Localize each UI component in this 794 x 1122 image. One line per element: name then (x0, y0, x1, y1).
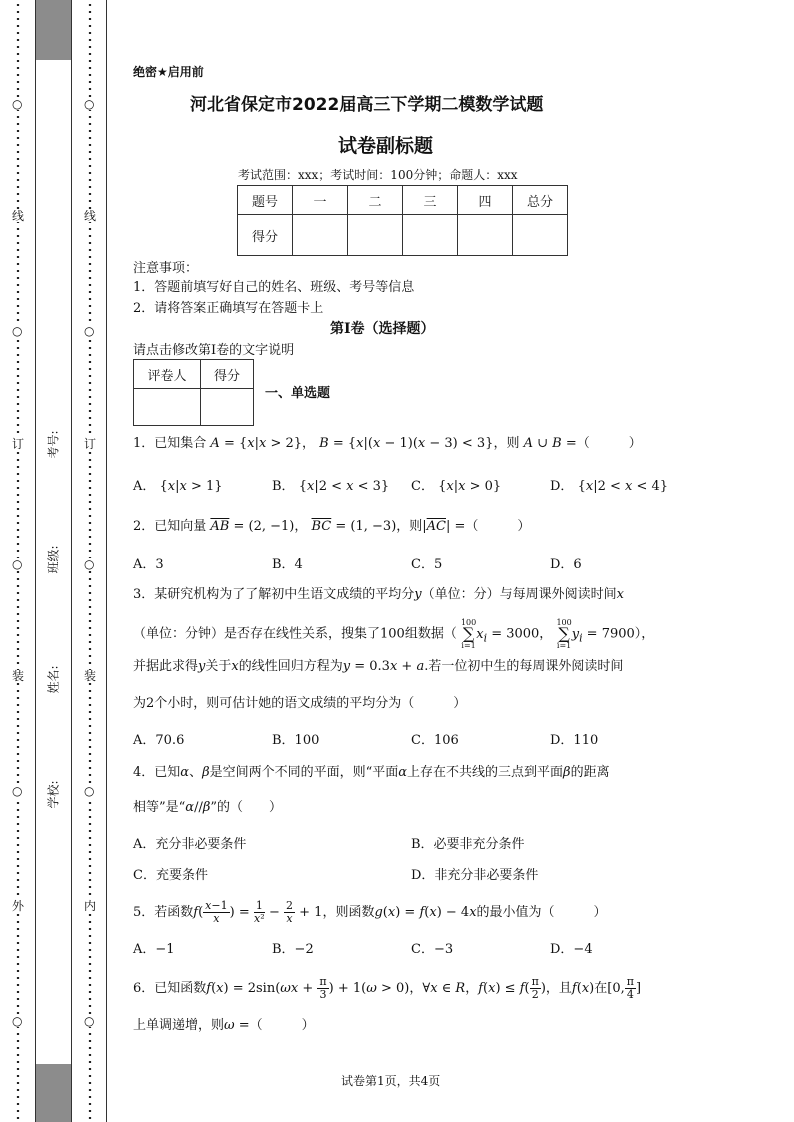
question-3-line-1: 3．某研究机构为了了解初中生语文成绩的平均分y（单位：分）与每周课外阅读时间x (133, 587, 624, 602)
question-2: 2．已知向量 $\overline{AB} = (2$, −1)， $\overline{BC} = (1$, −3)，则$|\overline{AC}|$ =（ ） (133, 519, 531, 534)
binding-gutter (0, 0, 108, 1122)
gutter-circle: ○ (84, 1014, 95, 1028)
q4-option-d[interactable]: D．非充分非必要条件 (411, 868, 539, 883)
page-footer: 试卷第1页，共4页 (341, 1074, 441, 1088)
question-3-line-4: 为2个小时，则可估计她的语文成绩的平均分为（ ） (133, 696, 467, 711)
score-header: 四 (458, 186, 513, 215)
gutter-circle: ○ (12, 557, 23, 571)
grader-cell[interactable] (134, 389, 201, 426)
gutter-line (35, 0, 36, 1122)
q5-option-a[interactable]: A．−1 (133, 942, 175, 957)
gutter-label-line: 线 (12, 209, 25, 223)
field-school: 学校: (46, 780, 61, 809)
volume-desc: 请点击修改第I卷的文字说明 (133, 343, 295, 358)
gutter-line (71, 0, 72, 1122)
score-header: 一 (293, 186, 348, 215)
gutter-circle: ○ (12, 784, 23, 798)
question-3-line-2: （单位：分钟）是否存在线性关系，搜集了100组数据（ 100 ∑ i=1 $x_i = 3000$， 100 ∑ i=1 $y_i = 7900$）， (133, 618, 655, 650)
q1-option-c[interactable]: C． {x|x > 0} (411, 479, 502, 494)
question-6-line-1: 6．已知函数f(x) = 2sin(ωx + $\frac{\pi}{3}$ ) + 1(ω > 0)，∀x ∈ R，f(x) ≤ f( $\frac{\pi}{2}$ )，且f(x)在[0, $\frac{\pi}{4}$ ] (133, 975, 642, 1001)
gutter-label-line: 线 (84, 209, 97, 223)
score-cell[interactable] (293, 215, 348, 256)
gutter-circle: ○ (84, 324, 95, 338)
gutter-label-nei: 内 (84, 899, 97, 913)
score-cell[interactable] (458, 215, 513, 256)
page-title: 河北省保定市2022届高三下学期二模数学试题 (190, 95, 544, 115)
gutter-label-wai: 外 (12, 899, 25, 913)
question-6-line-2: 上单调递增，则ω =（ ） (133, 1018, 315, 1033)
q3-option-a[interactable]: A．70.6 (133, 733, 185, 748)
q3-option-c[interactable]: C．106 (411, 733, 459, 748)
q4-option-a[interactable]: A．充分非必要条件 (133, 837, 247, 852)
question-3-line-3: 并据此求得y关于x的线性回归方程为y = 0.3x + a.若一位初中生的每周课外阅读时间 (133, 659, 624, 674)
q2-option-d[interactable]: D．6 (550, 557, 582, 572)
field-class: 班级: (46, 545, 61, 574)
page-subtitle: 试卷副标题 (338, 135, 434, 157)
q2-option-b[interactable]: B．4 (272, 557, 303, 572)
q4-option-c[interactable]: C．充要条件 (133, 868, 208, 883)
q5-option-b[interactable]: B．−2 (272, 942, 314, 957)
score-header: 总分 (513, 186, 568, 215)
gutter-label-ding: 订 (84, 437, 97, 451)
score-header: 二 (348, 186, 403, 215)
score-header: 题号 (238, 186, 293, 215)
q1-option-d[interactable]: D． {x|2 < x < 4} (550, 479, 669, 494)
q1-option-b[interactable]: B． {x|2 < x < 3} (272, 479, 390, 494)
gutter-circle: ○ (12, 324, 23, 338)
q5-option-c[interactable]: C．−3 (411, 942, 454, 957)
grader-header: 评卷人 (134, 360, 201, 389)
score-cell[interactable] (513, 215, 568, 256)
notes-heading: 注意事项： (133, 261, 199, 276)
grader-header: 得分 (201, 360, 254, 389)
field-name: 姓名: (46, 665, 61, 694)
gutter-circle: ○ (12, 97, 23, 111)
question-5: 5．若函数f( $\frac{x-1}{x}$ ) = $\frac{1}{\text{x²}}$ − $\frac{2}{x}$ + 1，则函数g(x) = f(x) − 4x的最小值为（ ） (133, 899, 607, 925)
q1-option-a[interactable]: A． {x|x > 1} (133, 479, 223, 494)
question-1: 1．已知集合 A = {x|x > 2}， B = {x|(x − 1)(x − 3) < 3}，则 A ∪ B =（ ） (133, 436, 642, 451)
q3-option-d[interactable]: D．110 (550, 733, 599, 748)
secret-label: 绝密★启用前 (133, 65, 204, 79)
grader-cell[interactable] (201, 389, 254, 426)
gutter-shade-top (36, 0, 71, 60)
question-4-line-2: 相等”是“α//β”的（ ） (133, 800, 283, 815)
score-header: 三 (403, 186, 458, 215)
notes-item: 1．答题前填写好自己的姓名、班级、考号等信息 (133, 280, 415, 295)
question-4-line-1: 4．已知α、β是空间两个不同的平面，则“平面α上存在不共线的三点到平面β的距离 (133, 765, 610, 780)
field-exam-number: 考号: (46, 430, 61, 459)
q2-option-c[interactable]: C．5 (411, 557, 443, 572)
exam-info: 考试范围：xxx；考试时间：100分钟；命题人：xxx (238, 168, 518, 182)
gutter-circle: ○ (12, 1014, 23, 1028)
q4-option-b[interactable]: B．必要非充分条件 (411, 837, 525, 852)
volume-title: 第I卷（选择题） (330, 321, 435, 337)
score-row-label: 得分 (238, 215, 293, 256)
q2-option-a[interactable]: A．3 (133, 557, 164, 572)
gutter-circle: ○ (84, 97, 95, 111)
gutter-label-ding: 订 (12, 437, 25, 451)
score-cell[interactable] (348, 215, 403, 256)
grader-table (133, 359, 254, 426)
score-cell[interactable] (403, 215, 458, 256)
gutter-circle: ○ (84, 557, 95, 571)
score-table (237, 185, 568, 256)
gutter-label-zhuang: 装 (84, 669, 97, 683)
notes-item: 2．请将答案正确填写在答题卡上 (133, 301, 324, 316)
gutter-circle: ○ (84, 784, 95, 798)
q3-option-b[interactable]: B．100 (272, 733, 320, 748)
gutter-label-zhuang: 装 (12, 669, 25, 683)
section-title: 一、单选题 (265, 386, 331, 401)
gutter-shade-bottom (36, 1064, 71, 1122)
q5-option-d[interactable]: D．−4 (550, 942, 593, 957)
gutter-line (106, 0, 107, 1122)
